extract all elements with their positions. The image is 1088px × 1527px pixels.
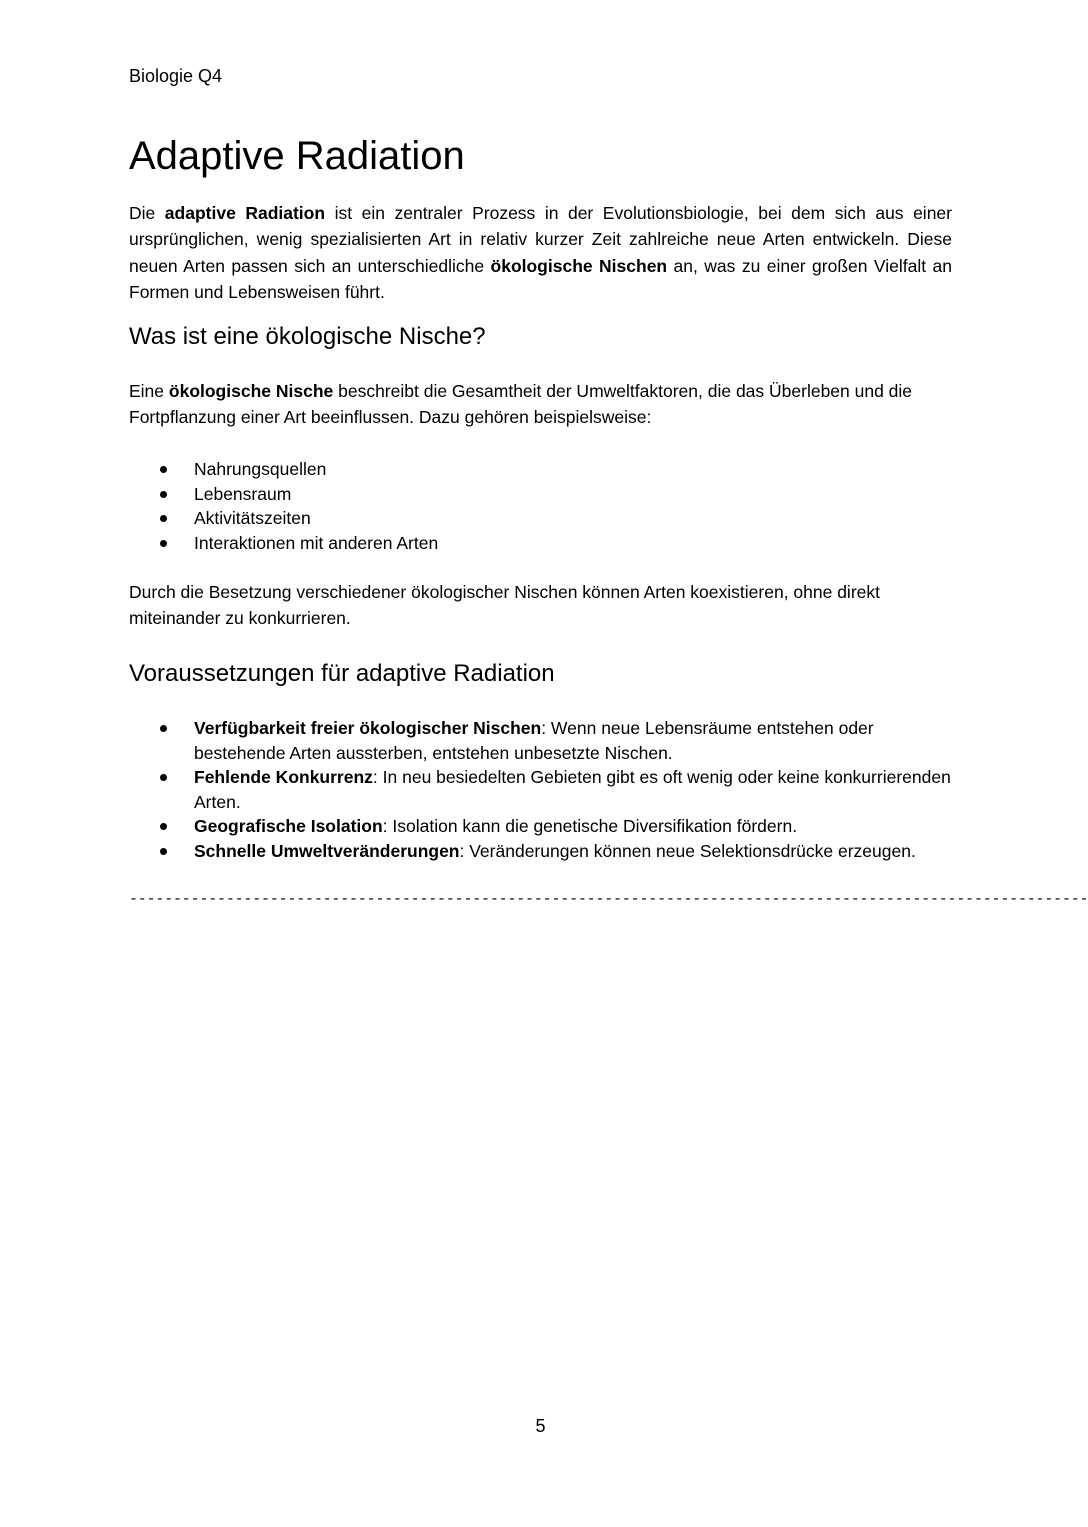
niche-factor-list <box>129 457 952 555</box>
bullet-icon <box>160 725 167 732</box>
niche-term: ökologische Nische <box>168 381 334 401</box>
niche-definition-paragraph <box>129 378 952 431</box>
list-item-label: Nahrungsquellen <box>194 459 327 479</box>
list-item <box>129 482 952 507</box>
intro-text-3: an, was zu einer großen Vielfalt an Formen und Lebensweisen führt. <box>129 255 953 302</box>
list-item-term: Fehlende Konkurrenz <box>194 767 373 787</box>
list-item-text: : Wenn neue Lebensräume entstehen oder bestehende Arten aussterben, entstehen unbesetzte Nischen. <box>194 718 874 763</box>
list-item-label: Lebensraum <box>194 483 292 504</box>
heading-prerequisites: Voraussetzungen für adaptive Radiation <box>129 660 555 687</box>
niche-text-2: beschreibt die Gesamtheit der Umweltfaktoren, die das Überleben und die Fortpflanzung einer Art beeinflussen. Dazu gehören beispielsweise: <box>129 381 913 428</box>
list-item-label: Aktivitätszeiten <box>194 508 311 528</box>
dashed-separator: ------------------------------------------------------------------------------------------------------------- <box>129 891 1088 908</box>
bullet-icon <box>160 823 167 830</box>
list-item-text: : Veränderungen können neue Selektionsdrücke erzeugen. <box>459 840 916 861</box>
coexistence-paragraph: Durch die Besetzung verschiedener ökologischer Nischen können Arten koexistieren, ohne direkt miteinander zu konkurrieren. <box>129 582 880 629</box>
list-item-term: Verfügbarkeit freier ökologischer Nischen <box>194 718 542 738</box>
list-item <box>129 814 952 839</box>
prerequisite-list <box>129 716 952 863</box>
page-header: Biologie Q4 <box>129 66 223 86</box>
niche-text-1: Eine <box>129 381 169 401</box>
bullet-icon <box>160 540 167 547</box>
intro-text-2: ist ein zentraler Prozess in der Evolutionsbiologie, bei dem sich aus einer ursprünglichen, wenig spezialisierten Art in relativ kurzer Zeit zahlreiche neue Arten entwickeln. Diese neuen Arten passen sich an unterschiedliche <box>129 203 952 276</box>
intro-text-1: Die <box>129 203 165 223</box>
bullet-icon <box>160 515 167 522</box>
bullet-icon <box>160 466 167 473</box>
list-item <box>129 765 952 814</box>
page-title: Adaptive Radiation <box>129 134 465 178</box>
list-item <box>129 506 952 531</box>
list-item-label: Interaktionen mit anderen Arten <box>194 532 439 553</box>
list-item <box>129 839 952 864</box>
intro-term-niches: ökologische Nischen <box>490 255 668 276</box>
list-item-text: : Isolation kann die genetische Diversifikation fördern. <box>382 816 798 836</box>
page-number: 5 <box>535 1416 546 1436</box>
intro-paragraph <box>129 200 952 305</box>
bullet-icon <box>160 774 167 781</box>
list-item-term: Geografische Isolation <box>194 816 383 836</box>
list-item <box>129 716 952 765</box>
list-item-term: Schnelle Umweltveränderungen <box>194 840 460 861</box>
heading-niche: Was ist eine ökologische Nische? <box>129 323 486 350</box>
intro-term-adaptive-radiation: adaptive Radiation <box>164 203 326 223</box>
list-item <box>129 457 952 482</box>
list-item <box>129 531 952 556</box>
bullet-icon <box>160 848 167 855</box>
list-item-text: : In neu besiedelten Gebieten gibt es oft wenig oder keine konkurrierenden Arten. <box>194 767 951 812</box>
bullet-icon <box>160 491 167 498</box>
